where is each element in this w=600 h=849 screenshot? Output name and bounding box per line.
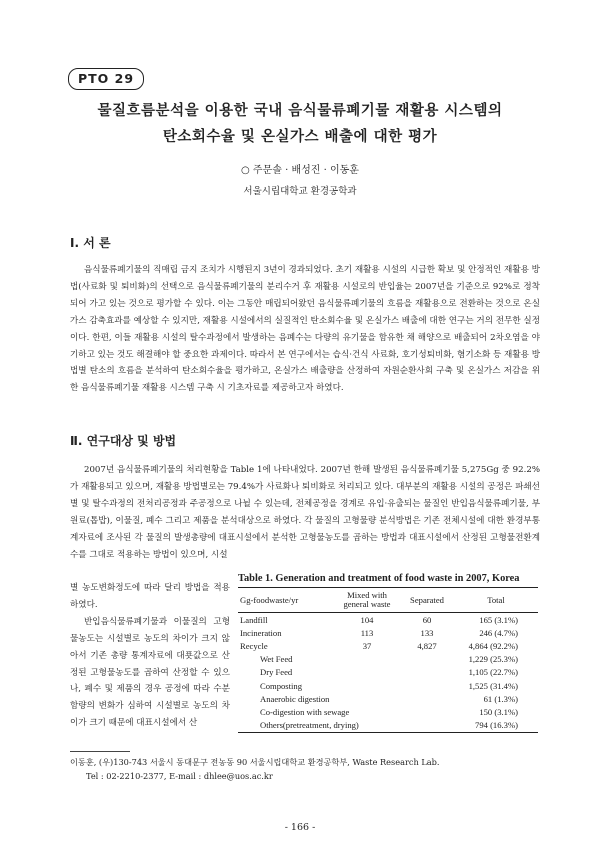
cell-separated: 133 [420,627,434,638]
subrow-label: Others(pretreatment, drying) [238,719,454,733]
cell-total: 1,105 (22.7%) [468,667,518,678]
section-2-paragraph-2: 반입음식물류폐기물과 이물질의 고형물농도는 시설별로 농도의 차이가 크지 않아서 기존 총량 통계자료에 대푯값으로 산정된 고형물농도를 곱하여 산정할 수 있으나, 폐수 및 제품의 경우 공정에 따라 수분함량의 변화가 심하여 시설별로 농도의 차이가 크기 때문에 대표시설에서 산 [70,616,230,729]
col-header: Separated [400,588,454,613]
section-2-paragraph: 2007년 음식물류폐기물의 처리현황을 Table 1에 나타내었다. 2007년 한해 발생된 음식물류폐기물 5,275Gg 중 92.2%가 재활용되고 있으며, 재활용 방법별로는 79.4%가 사료화나 퇴비화로 처리되고 있다. 대부분의 재활용 시설의 공정은 파쇄선별 및 탈수과정의 전처리공정과 주공정으로 나뉠 수 있는데, 전체공정을 경계로 유입·유출되는 물질인 반입음식물류폐기물, 부원료(톱밥), 이물질, 폐수 그리고 제품을 분석대상으로 하였다. 각 물질의 고형물량 분석방법은 기존 전체시설에 대한 환경부통계자료에 조사된 각 물질의 발생총량에 대표시설에서 분석한 고형물농도를 곱하는 방법과 대표시설에서 산정된 고형물전환계수를 그대로 적용하는 방법이 있으며, 시설 [70,465,540,560]
table-header-row [238,588,538,613]
section-2-paragraph-cont: 별 농도변화정도에 따라 달리 방법을 적용하였다. [70,583,230,610]
table-subrow [238,705,538,718]
subrow-label: Anaerobic digestion [260,693,330,704]
cell-total: 794 (16.3%) [454,719,538,733]
subrow-label: Wet Feed [260,654,293,665]
col-header: Gg-foodwaste/yr [238,588,334,613]
row-label: Incineration [240,627,282,638]
row-label: Landfill [240,614,268,625]
title-line-2: 탄소회수율 및 온실가스 배출에 대한 평가 [162,129,438,145]
footnote-line-2: Tel : 02-2210-2377, E-mail : dhlee@uos.ac.kr [86,771,273,781]
table-subrow [238,666,538,679]
generation-treatment-table [238,587,538,733]
section-1-heading: Ⅰ. 서 론 [70,236,111,250]
cell-mixed: 113 [360,627,374,638]
section-2-body [70,462,540,563]
subrow-label: Co-digestion with sewage [260,706,350,717]
page-number: - 166 - [284,822,316,833]
cell-mixed: 104 [360,614,374,625]
section-1-body [70,262,540,397]
footnote-divider [70,751,130,752]
cell-total: 4,864 (92.2%) [468,640,518,651]
cell-total: 61 (1.3%) [483,693,518,704]
footnote-line-1: 이동훈, (우)130-743 서울시 동대문구 전농동 90 서울시립대학교 환경공학부, Waste Research Lab. [70,757,440,767]
cell-total: 165 (3.1%) [479,614,518,625]
table-subrow [238,719,538,733]
section-1-paragraph: 음식물류폐기물의 직매립 금지 조치가 시행된지 3년이 경과되었다. 초기 재활용 시설의 시급한 확보 및 안정적인 재활용 방법(사료화 및 퇴비화)의 선택으로 음식물류폐기물의 분리수거 후 재활용 시설로의 반입율는 2007년을 기준으로 92%로 정착되어 가고 있는 것으로 평가할 수 있다. 이는 그동안 매립되어왔던 음식물류폐기물의 흐름을 재활용으로 전환하는 것으로 온실가스 감축효과를 예상할 수 있지만, 재활용 시설에서의 실질적인 탄소회수율 및 온실가스 배출에 대한 연구는 거의 전무한 실정이다. 한편, 이들 재활용 시설의 탈수과정에서 발생하는 음폐수는 다량의 유기물을 함유한 채 해양으로 배출되어 2차오염을 야기하고 있는 것도 해결해야 할 중요한 과제이다. 따라서 본 연구에서는 습식·건식 사료화, 호기성퇴비화, 혐기소화 등 재활용 방법별 탄소의 흐름을 분석하여 탄소회수율을 평가하고, 온실가스 배출량을 산정하여 자원순환사회 구축 및 온실가스 저감을 위한 음식물류폐기물 재활용 시스템 구축 시 기초자료를 제공하고자 하였다. [70,265,540,394]
session-badge: PTO 29 [68,68,144,90]
cell-separated: 4,827 [417,640,437,651]
cell-total: 1,525 (31.4%) [468,680,518,691]
row-label: Recycle [240,640,268,651]
table-subrow [238,679,538,692]
subrow-label: Dry Feed [260,667,293,678]
table-subrow [238,653,538,666]
table-row [238,626,538,639]
section-2-narrow-column [70,580,230,732]
cell-total: 246 (4.7%) [479,627,518,638]
col-header: Total [454,588,538,613]
affiliation: 서울시립대학교 환경공학과 [243,186,357,197]
cell-mixed: 37 [362,640,372,651]
table-row [238,639,538,652]
table-caption: Table 1. Generation and treatment of food waste in 2007, Korea [238,573,520,584]
cell-separated: 60 [422,614,432,625]
authors: ○ 주문솔 · 배성진 · 이동훈 [241,165,359,176]
section-2-heading: Ⅱ. 연구대상 및 방법 [70,434,177,448]
table-row [238,613,538,627]
col-header: Mixed with general waste [334,588,400,613]
table-subrow [238,692,538,705]
cell-total: 150 (3.1%) [479,706,518,717]
title-line-1: 물질흐름분석을 이용한 국내 음식물류폐기물 재활용 시스템의 [97,103,503,119]
subrow-label: Composting [260,680,303,691]
cell-total: 1,229 (25.3%) [468,654,518,665]
